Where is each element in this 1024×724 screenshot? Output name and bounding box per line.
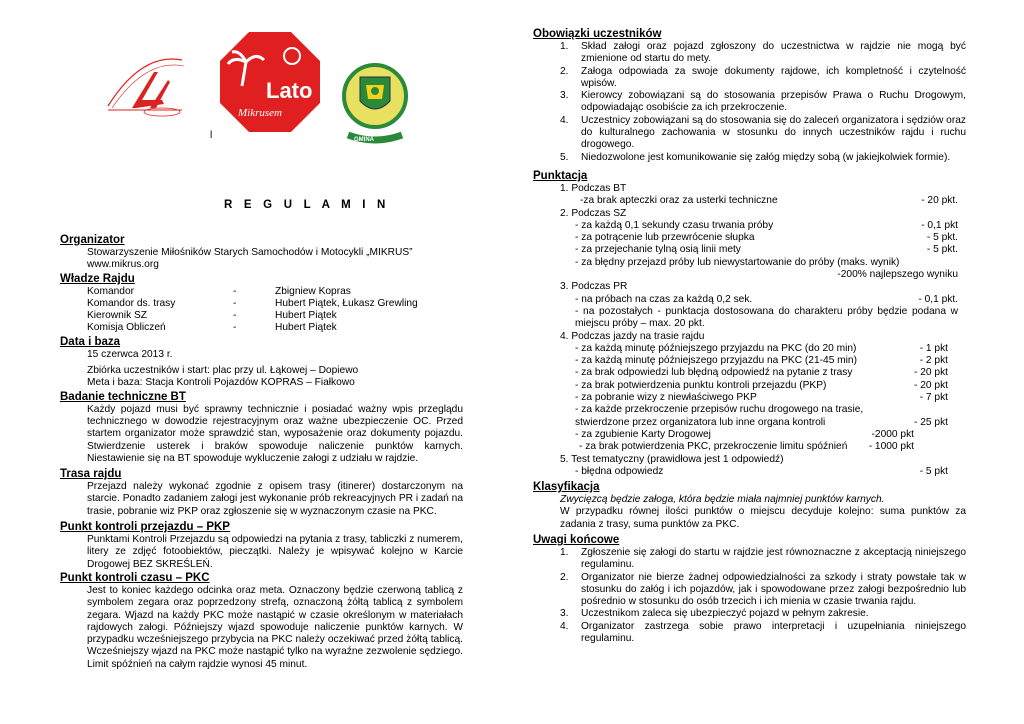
dash: - xyxy=(233,322,237,334)
bt-title: 1. Podczas BT xyxy=(560,182,627,194)
pt-row: - za każdą 0,1 sekundy czasu trwania próby - 0,1 pkt xyxy=(575,219,958,231)
date-text: 15 czerwca 2013 r. xyxy=(87,348,173,360)
list-item: 3. Uczestnikom zaleca się ubezpieczyć pojazd w pełnym zakresie. xyxy=(560,608,869,620)
pt-row: - za każdą minutę późniejszego przyjazdu na PKC (do 20 min) - 1 pkt xyxy=(575,342,948,354)
list-item: 1. Zgłoszenie się załogi do startu w rajdzie jest równoznaczne z akceptacją niniejszego regulaminu. xyxy=(560,546,966,571)
pkp-text: Punktami Kontroli Przejazdu są odpowiedzi na pytania z trasy, tabliczki z numerem, litery ze zdjęć fotoobiektów, pieczątki. Należy je wpisywać kolejno w Karcie Drogowej BEZ SKREŚLEŃ. xyxy=(87,534,463,570)
logo-mikrusem-text: Mikrusem xyxy=(238,107,282,119)
stray-mark: l xyxy=(210,130,213,141)
dash: - xyxy=(233,285,237,297)
logo-lato-text: Lato xyxy=(266,78,313,103)
page-title: R E G U L A M I N xyxy=(224,199,390,211)
trasa-text: Przejazd należy wykonać zgodnie z opisem trasy (itinerer) dostarczonym na starcie. Ponadto zadaniem załogi jest wykonanie prób rekreacyjnych PR i zadań na trasie, pobranie wiz PKP oraz zgłoszenie się w wyznaczonym czasie na PKC. xyxy=(87,481,463,517)
pt-row: - za brak potwierdzenia PKC, przekroczenie limitu spóźnień - 1000 pkt xyxy=(579,441,914,453)
gmina-coat-of-arms-logo xyxy=(342,63,408,147)
organizator-heading: Organizator xyxy=(60,234,125,246)
dash: - xyxy=(233,297,237,309)
pr-title: 3. Podczas PR xyxy=(560,281,628,293)
wladze-table xyxy=(87,286,418,335)
list-item: 4. Uczestnicy zobowiązani są do stosowania się do zaleceń organizatora i sędziów oraz do kulturalnego zachowania w stosunku do innych uczestników rajdu i ruchu drogowego. xyxy=(560,114,966,151)
pt-row: - błędna odpowiedz - 5 pkt xyxy=(575,465,948,477)
pt-row: - za zgubienie Karty Drogowej -2000 pkt xyxy=(575,428,914,440)
pkc-text: Jest to koniec każdego odcinka oraz meta. Oznaczony będzie czerwoną tablicą z symbolem zegara oraz poprzedzony strefą, oznaczoną żółtą tablicą z symbolem zegara. Wjazd na każdy PKC może nastąpić w czasie określonym w materiałach rajdowych załogi. Późniejszy wjazd spowoduje naliczenie punktów karnych. W przypadku wcześniejszego przybycia na PKC należy oczekiwać przed żółtą tablicą. Wcześniejszy wjazd na PKC może nastąpić tylko na wyraźne zezwolenie sędziego. Limit spóźnień na całym rajdzie wynosi 45 minut. xyxy=(87,584,463,670)
pt-row: - za brak odpowiedzi lub błędną odpowiedź na pytanie z trasy - 20 pkt xyxy=(575,367,948,379)
klasyfikacja-text2: W przypadku równej ilości punktów o miejscu decyduje kolejno: suma punktów za zadania z trasy, suma punktów za PKC. xyxy=(560,506,966,530)
role: Komandor ds. trasy xyxy=(87,297,176,309)
wladze-row xyxy=(87,322,418,334)
pt-row: - za potrącenie lub przewrócenie słupka - 5 pkt. xyxy=(575,232,958,244)
klasyfikacja-text1: Zwycięzcą będzie załoga, która będzie miała najmniej punktów karnych. xyxy=(560,494,885,506)
zbiorka-text: Zbiórka uczestników i start: plac przy ul. Łąkowej – Dopiewo xyxy=(87,365,359,377)
wladze-row xyxy=(87,310,418,322)
obowiazki-heading: Obowiązki uczestników xyxy=(533,28,662,40)
mikrus-club-logo xyxy=(102,50,188,118)
wladze-heading: Władze Rajdu xyxy=(60,272,135,285)
pkc-heading: Punkt kontroli czasu – PKC xyxy=(60,571,210,584)
uwagi-heading: Uwagi końcowe xyxy=(533,533,620,546)
pt-row: - za każde przekroczenie przepisów ruchu drogowego na trasie, stwierdzone przez organizatora lub inne organa kontroli - 25 pkt xyxy=(575,404,948,428)
meta-text: Meta i baza: Stacja Kontroli Pojazdów KOPRAS – Fiałkowo xyxy=(87,377,355,389)
name: Hubert Piątek, Łukasz Grewling xyxy=(275,297,418,309)
pt-row: - za każdą minutę późniejszego przyjazdu na PKC (21-45 min) - 2 pkt xyxy=(575,355,948,367)
trasa-heading: Trasa rajdu xyxy=(60,468,122,481)
pt-row: -za brak apteczki oraz za usterki techniczne - 20 pkt. xyxy=(580,195,958,207)
wladze-row xyxy=(87,286,418,298)
lato-z-mikrusem-logo xyxy=(218,30,322,134)
list-item: 5. Niedozwolone jest komunikowanie się załóg między sobą (w jakiejkolwiek formie). xyxy=(560,151,951,163)
punktacja-section xyxy=(533,183,958,478)
pt-row: - za przejechanie tylną osią linii mety - 5 pkt. xyxy=(575,244,958,256)
list-item: 3. Kierowcy zobowiązani są do stosowania przepisów Prawa o Ruchu Drogowym, odpowiadając osobiście za ich przekroczenie. xyxy=(560,90,966,114)
svg-text:GMINA: GMINA xyxy=(354,137,374,143)
data-baza-heading: Data i baza xyxy=(60,335,121,348)
organizator-line: Stowarzyszenie Miłośników Starych Samochodów i Motocykli „MIKRUS” xyxy=(87,247,413,258)
name: Hubert Piątek xyxy=(275,322,337,334)
pr-row2: - na pozostałych - punktacja dostosowana do charakteru próby będzie podana w miejscu próby – max. 20 pkt. xyxy=(575,305,958,330)
klasyfikacja-heading: Klasyfikacja xyxy=(533,481,600,494)
jazda-title: 4. Podczas jazdy na trasie rajdu xyxy=(560,330,705,342)
list-item: 2. Organizator nie bierze żadnej odpowiedzialności za szkody i straty powstałe tak w stosunku do załóg i ich pojazdów, jak i spowodowane przez załogi bezpośrednio lub pośrednio w stosunku do osób trzecich i ich mienia w czasie trwania rajdu. xyxy=(560,571,966,608)
pt-row: - na próbach na czas za każdą 0,2 sek. - 0,1 pkt. xyxy=(575,293,958,305)
punktacja-heading: Punktacja xyxy=(533,169,588,182)
badanie-text: Każdy pojazd musi być sprawny technicznie i posiadać ważny wpis przeglądu technicznego w dowodzie rejestracyjnym oraz ważne ubezpieczenie OC. Przed startem organizator może sprawdzić stan, wyposażenie oraz dokumenty pojazdu. Stwierdzenie usterek i braków spowoduje naliczenie punktów karnych. Niestawienie się na BT spowoduje wykluczenie załogi z udziału w rajdzie. xyxy=(87,403,463,464)
name: Zbigniew Kopras xyxy=(275,285,351,297)
list-item: 2. Załoga odpowiada za swoje dokumenty rajdowe, ich kompletność i czytelność wpisów. xyxy=(560,65,966,89)
pt-row: - za brak potwierdzenia punktu kontroli przejazdu (PKP) - 20 pkt xyxy=(575,379,948,391)
pt-row: - za pobranie wizy z niewłaściwego PKP - 7 pkt xyxy=(575,392,948,404)
obowiazki-list xyxy=(533,41,966,164)
role: Komisja Obliczeń xyxy=(87,322,166,334)
uwagi-list xyxy=(533,547,966,645)
list-item: 1. Skład załogi oraz pojazd zgłoszony do uczestnictwa w rajdzie nie mogą być zmienione od startu do mety. xyxy=(560,41,966,65)
role: Komandor xyxy=(87,285,135,297)
wladze-row xyxy=(87,298,418,310)
name: Hubert Piątek xyxy=(275,310,337,322)
role: Kierownik SZ xyxy=(87,310,148,322)
dash: - xyxy=(233,310,237,322)
test-title: 5. Test tematyczny (prawidłowa jest 1 odpowiedź) xyxy=(560,453,784,465)
pt-row: - za błędny przejazd próby lub niewystartowanie do próby (maks. wynik) xyxy=(575,256,900,268)
organizator-url: www.mikrus.org xyxy=(87,259,159,271)
pkp-heading: Punkt kontroli przejazdu – PKP xyxy=(60,521,230,534)
sz-extra: -200% najlepszego wyniku xyxy=(837,269,958,281)
sz-title: 2. Podczas SZ xyxy=(560,207,627,219)
badanie-heading: Badanie techniczne BT xyxy=(60,390,186,403)
list-item: 4. Organizator zastrzega sobie prawo interpretacji i uzupełniania niniejszego regulaminu. xyxy=(560,620,966,645)
